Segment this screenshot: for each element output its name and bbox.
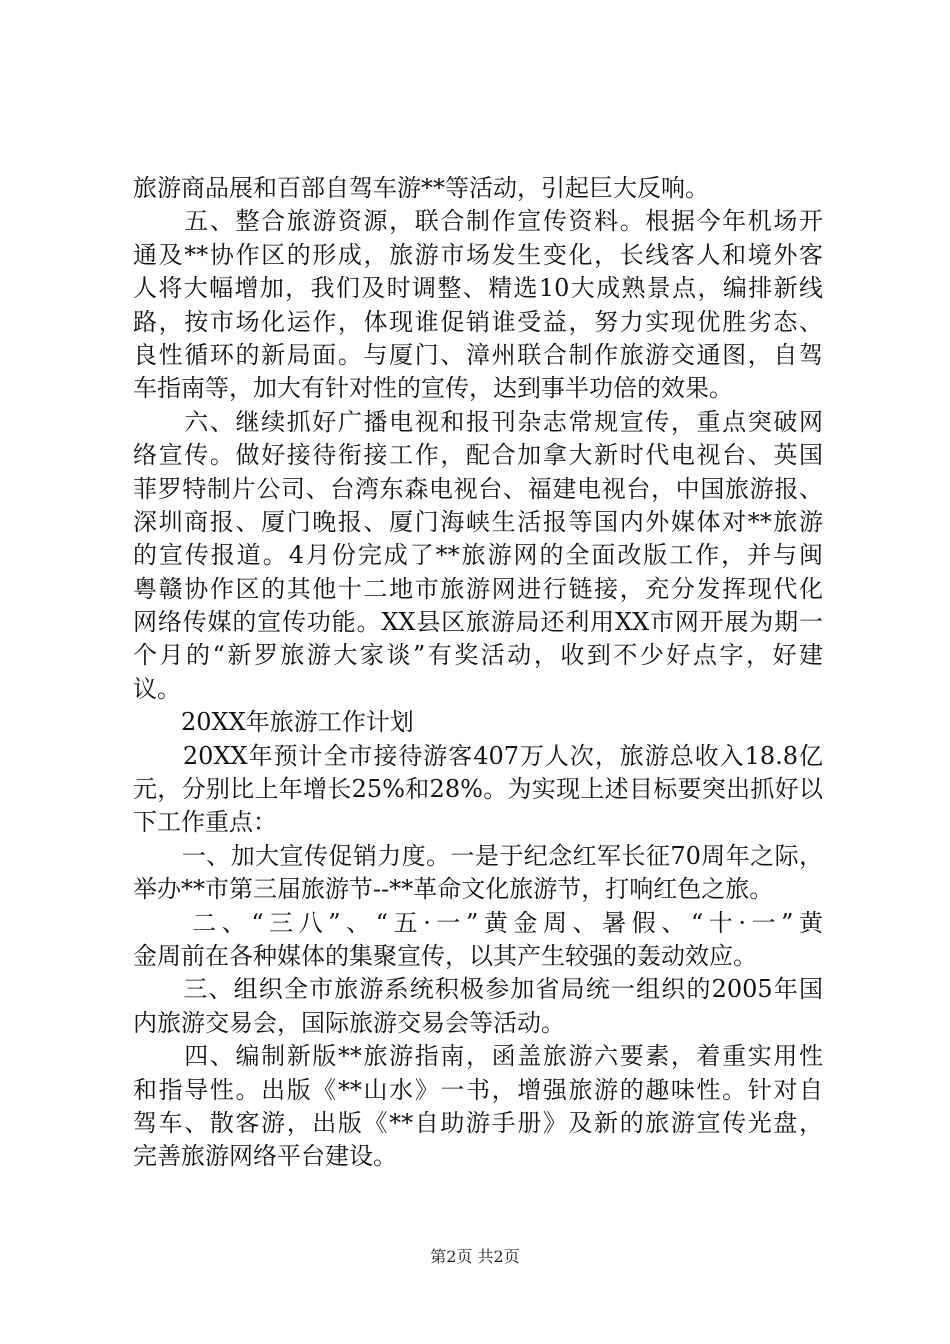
text-line: 络宣传。做好接待衔接工作，配合加拿大新时代电视台、英国 <box>133 441 823 470</box>
text-line: 四、编制新版**旅游指南，函盖旅游六要素，着重实用性 <box>133 1042 823 1071</box>
text-line: 完善旅游网络平台建设。 <box>133 1142 397 1171</box>
text-line: 人将大幅增加，我们及时调整、精选10大成熟景点，编排新线 <box>133 274 823 303</box>
text-line: 金周前在各种媒体的集聚宣传，以其产生较强的轰动效应。 <box>133 941 757 970</box>
text-line: 菲罗特制片公司、台湾东森电视台、福建电视台，中国旅游报、 <box>133 474 823 503</box>
text-line: 良性循环的新局面。与厦门、漳州联合制作旅游交通图，自驾 <box>133 340 823 369</box>
text-line: 粤赣协作区的其他十二地市旅游网进行链接，充分发挥现代化 <box>133 574 823 603</box>
document-body <box>133 172 823 1174</box>
text-line: 议。 <box>133 674 181 703</box>
text-line: 举办**市第三届旅游节--**革命文化旅游节，打响红色之旅。 <box>133 875 774 904</box>
text-line: 个月的“新罗旅游大家谈”有奖活动，收到不少好点字，好建 <box>133 641 823 670</box>
text-line: 五、整合旅游资源，联合制作宣传资料。根据今年机场开 <box>133 207 823 236</box>
text-line: 深圳商报、厦门晚报、厦门海峡生活报等国内外媒体对**旅游 <box>133 507 823 536</box>
text-line: 六、继续抓好广播电视和报刊杂志常规宣传，重点突破网 <box>133 407 823 436</box>
page-footer: 第2页 共2页 <box>430 1247 520 1266</box>
text-line: 车指南等，加大有针对性的宣传，达到事半功倍的效果。 <box>133 374 733 403</box>
text-line: 元，分别比上年增长25%和28%。为实现上述目标要突出抓好以 <box>133 775 823 804</box>
text-line: 通及**协作区的形成，旅游市场发生变化，长线客人和境外客 <box>133 240 823 269</box>
text-line: 和指导性。出版《**山水》一书，增强旅游的趣味性。针对自 <box>133 1075 823 1104</box>
text-line: 二、“三八”、“五·一”黄金周、暑假、“十·一”黄 <box>133 908 823 937</box>
text-line: 内旅游交易会，国际旅游交易会等活动。 <box>133 1008 565 1037</box>
text-line: 三、组织全市旅游系统积极参加省局统一组织的2005年国 <box>133 975 823 1004</box>
text-line: 一、加大宣传促销力度。一是于纪念红军长征70周年之际， <box>133 841 823 870</box>
text-line: 路，按市场化运作，体现谁促销谁受益，努力实现优胜劣态、 <box>133 307 823 336</box>
text-line: 网络传媒的宣传功能。XX县区旅游局还利用XX市网开展为期一 <box>133 608 823 637</box>
text-line: 旅游商品展和百部自驾车游**等活动，引起巨大反响。 <box>133 174 709 202</box>
text-line: 20XX年预计全市接待游客407万人次，旅游总收入18.8亿 <box>133 741 823 770</box>
text-line: 20XX年旅游工作计划 <box>133 708 414 737</box>
text-line: 的宣传报道。4月份完成了**旅游网的全面改版工作，并与闽 <box>133 541 823 570</box>
text-line: 下工作重点： <box>133 808 277 837</box>
text-line: 驾车、散客游，出版《**自助游手册》及新的旅游宣传光盘， <box>133 1108 823 1137</box>
